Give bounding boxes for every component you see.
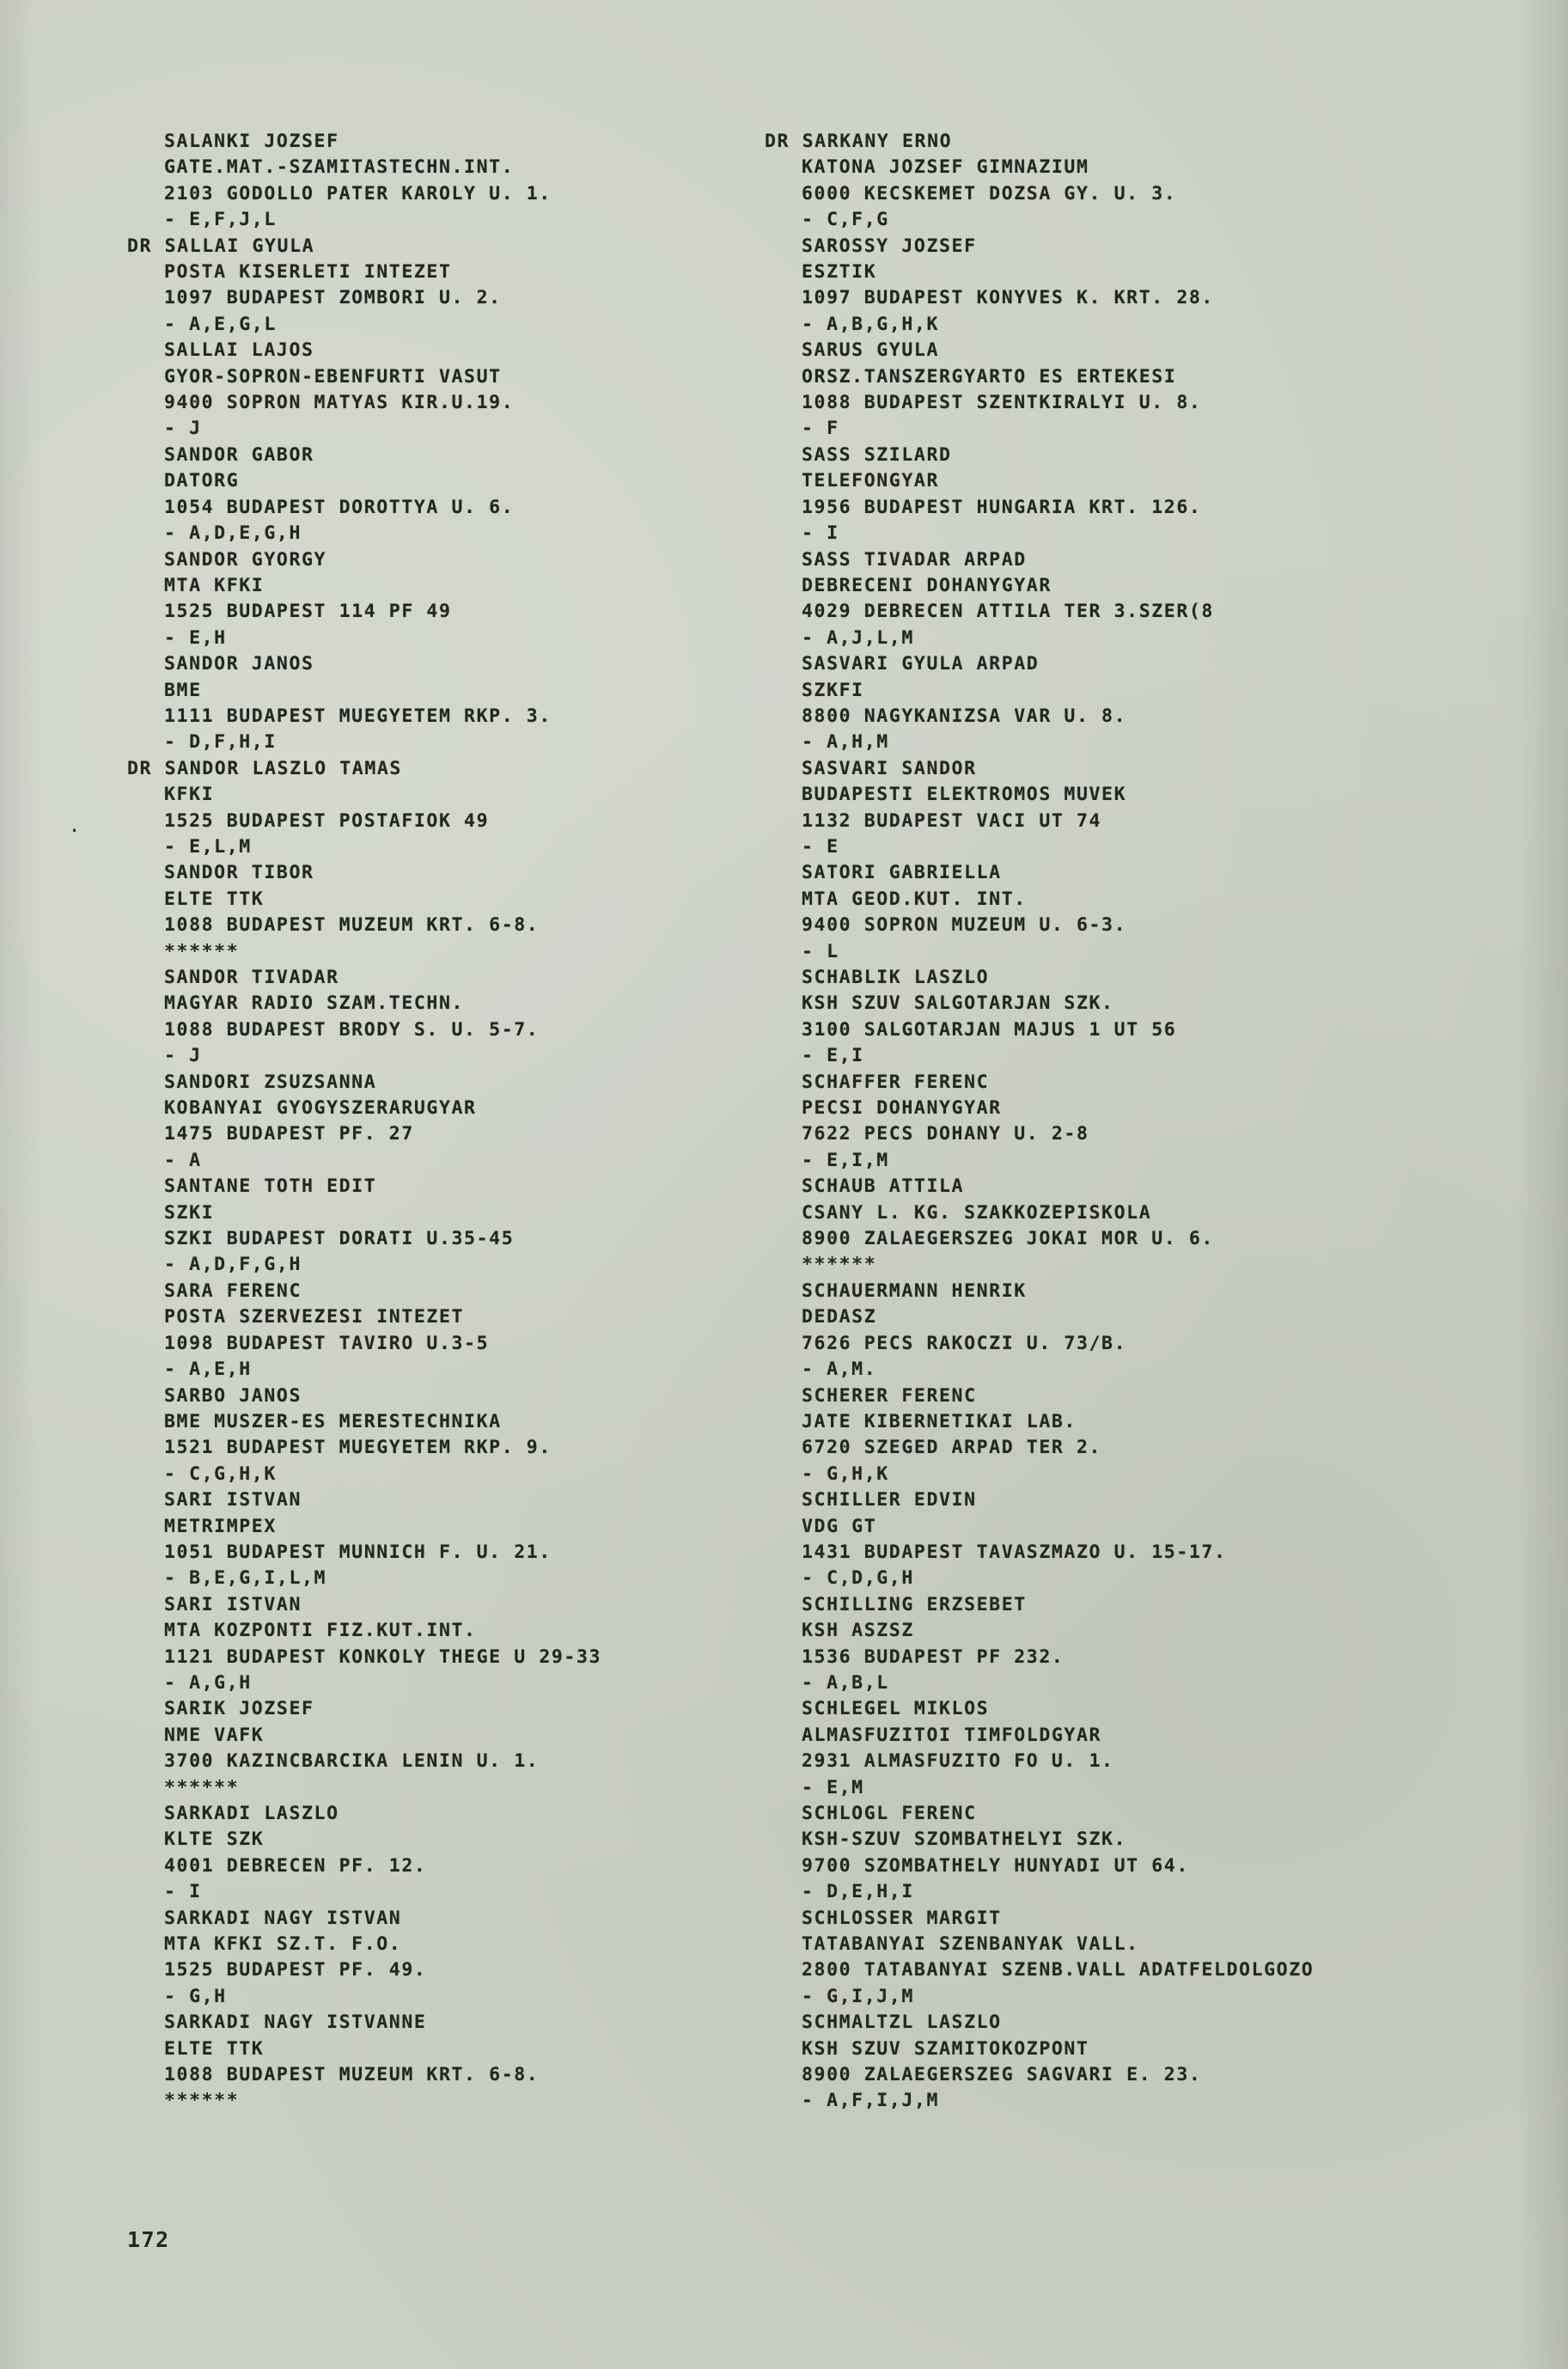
entry-organization: ORSZ.TANSZERGYARTO ES ERTEKESI (802, 365, 1177, 388)
entry-organization: TATABANYAI SZENBANYAK VALL. (802, 1933, 1139, 1956)
entry-organization: DEDASZ (802, 1306, 877, 1328)
entry-codes: - C,F,G (802, 209, 889, 231)
entry-organization: SZKFI (802, 679, 864, 701)
entry-name: SARA FERENC (164, 1279, 302, 1302)
entry-address: SZKI BUDAPEST DORATI U.35-45 (164, 1228, 515, 1250)
entry-codes: - G,I,J,M (802, 1985, 914, 2007)
entry-organization: KATONA JOZSEF GIMNAZIUM (802, 156, 1089, 179)
entry-organization: METRIMPEX (164, 1515, 277, 1537)
entry-organization: MTA KFKI SZ.T. F.O. (164, 1933, 402, 1956)
entry-name: SANDOR GYORGY (164, 548, 327, 571)
entry-codes: - A,B,L (802, 1671, 889, 1694)
directory-entry (765, 1801, 1529, 1906)
entry-address: 6720 SZEGED ARPAD TER 2. (802, 1437, 1102, 1459)
directory-entry (765, 234, 1529, 339)
entry-organization: KSH SZUV SZAMITOKOZPONT (802, 2037, 1089, 2060)
left-column (0, 129, 756, 2115)
entry-name: SCHAFFER FERENC (802, 1071, 990, 1093)
entry-codes: - A,B,G,H,K (802, 313, 939, 335)
entry-codes: - A,D,F,G,H (164, 1254, 302, 1276)
entry-name: SASS TIVADAR ARPAD (802, 548, 1027, 571)
entry-address: 2800 TATABANYAI SZENB.VALL ADATFELDOLGOZO (802, 1959, 1315, 1981)
entry-separator: ****** (164, 940, 240, 962)
entry-address: 7626 PECS RAKOCZI U. 73/B. (802, 1332, 1127, 1354)
entry-address: 1054 BUDAPEST DOROTTYA U. 6. (164, 496, 515, 518)
directory-entry (127, 1906, 756, 2011)
entry-organization: BUDAPESTI ELEKTROMOS MUVEK (802, 784, 1127, 806)
entry-name: SASVARI GYULA ARPAD (802, 653, 1040, 675)
entry-organization: ELTE TTK (164, 2037, 265, 2060)
entry-organization: KSH ASZSZ (802, 1620, 914, 1642)
entry-name: SARKADI LASZLO (164, 1803, 339, 1824)
entry-organization: MTA KOZPONTI FIZ.KUT.INT. (164, 1620, 477, 1642)
entry-name: SCHAUERMANN HENRIK (802, 1279, 1027, 1302)
directory-entry (127, 1696, 756, 1801)
directory-entry (765, 965, 1529, 1070)
entry-codes: - E,M (802, 1776, 864, 1798)
entry-organization: DEBRECENI DOHANYGYAR (802, 574, 1052, 596)
directory-entry (765, 1070, 1529, 1175)
entry-name: SARKADI NAGY ISTVAN (164, 1907, 402, 1929)
entry-name: SCHLOSSER MARGIT (802, 1907, 1002, 1929)
entry-codes: - E,I,M (802, 1149, 889, 1171)
directory-entry (765, 129, 1529, 234)
entry-name: SCHLEGEL MIKLOS (802, 1698, 990, 1720)
entry-organization: TELEFONGYAR (802, 470, 939, 492)
entry-codes: - F (802, 418, 839, 440)
entry-address: 3100 SALGOTARJAN MAJUS 1 UT 56 (802, 1018, 1177, 1041)
directory-entry (127, 1070, 756, 1175)
margin-bullet-mark: · (69, 821, 81, 842)
right-column (756, 129, 1529, 2115)
entry-address: 1536 BUDAPEST PF 232. (802, 1645, 1065, 1668)
entry-address: 1956 BUDAPEST HUNGARIA KRT. 126. (802, 496, 1202, 518)
entry-organization: KSH-SZUV SZOMBATHELYI SZK. (802, 1829, 1127, 1851)
entry-address: 4001 DEBRECEN PF. 12. (164, 1854, 427, 1877)
entry-name: SANDOR JANOS (164, 653, 314, 675)
entry-address: 1097 BUDAPEST KONYVES K. KRT. 28. (802, 287, 1214, 309)
entry-address: 1111 BUDAPEST MUEGYETEM RKP. 3. (164, 705, 552, 727)
directory-entry (127, 547, 756, 652)
entry-name: SANDORI ZSUZSANNA (164, 1071, 377, 1093)
directory-entry (127, 1174, 756, 1279)
entry-name: SCHERER FERENC (802, 1384, 977, 1407)
entry-codes: - E (802, 835, 839, 858)
entry-organization: MTA KFKI (164, 574, 265, 596)
entry-organization: BME (164, 679, 202, 701)
directory-entry (765, 1487, 1529, 1592)
entry-codes: - J (164, 1045, 202, 1067)
entry-name: DR SANDOR LASZLO TAMAS (127, 757, 402, 779)
directory-entry (127, 129, 756, 234)
entry-address: 1132 BUDAPEST VACI UT 74 (802, 809, 1102, 832)
entry-organization: ELTE TTK (164, 888, 265, 910)
entry-address: 2931 ALMASFUZITO FO U. 1. (802, 1750, 1114, 1773)
entry-name: SCHMALTZL LASZLO (802, 2012, 1002, 2034)
directory-entry (765, 2010, 1529, 2115)
entry-codes: - A,G,H (164, 1671, 252, 1694)
entry-name: SCHABLIK LASZLO (802, 967, 990, 988)
entry-name: SATORI GABRIELLA (802, 862, 1002, 884)
entry-address: 8900 ZALAEGERSZEG JOKAI MOR U. 6. (802, 1228, 1214, 1250)
entry-codes: - A,J,L,M (802, 626, 914, 649)
entry-codes: - A,M. (802, 1359, 877, 1381)
entry-codes: - E,I (802, 1045, 864, 1067)
entry-name: SCHILLER EDVIN (802, 1489, 977, 1511)
directory-entry (127, 1801, 756, 1906)
entry-codes: - L (802, 940, 839, 962)
directory-entry (127, 1279, 756, 1383)
directory-entry (127, 756, 756, 861)
entry-name: SASS SZILARD (802, 443, 952, 466)
entry-name: SCHLOGL FERENC (802, 1803, 977, 1824)
entry-address: 1097 BUDAPEST ZOMBORI U. 2. (164, 287, 502, 309)
entry-organization: JATE KIBERNETIKAI LAB. (802, 1410, 1077, 1432)
entry-name: SARI ISTVAN (164, 1489, 302, 1511)
entry-address: 6000 KECSKEMET DOZSA GY. U. 3. (802, 182, 1177, 205)
directory-entry (127, 860, 756, 965)
entry-organization: KFKI (164, 784, 215, 806)
entry-separator: ****** (802, 1254, 877, 1276)
directory-entry (127, 1383, 756, 1488)
directory-entry (765, 338, 1529, 443)
entry-address: 1521 BUDAPEST MUEGYETEM RKP. 9. (164, 1437, 552, 1459)
entry-organization: MAGYAR RADIO SZAM.TECHN. (164, 992, 465, 1015)
entry-address: 1475 BUDAPEST PF. 27 (164, 1123, 414, 1145)
entry-codes: - D,E,H,I (802, 1881, 914, 1903)
directory-entry (765, 1174, 1529, 1279)
entry-name: SANDOR GABOR (164, 443, 314, 466)
entry-codes: - D,F,H,I (164, 731, 277, 754)
directory-entry (765, 860, 1529, 965)
entry-organization: NME VAFK (164, 1724, 265, 1746)
entry-organization: SZKI (164, 1201, 215, 1224)
entry-organization: KOBANYAI GYOGYSZERARUGYAR (164, 1097, 477, 1120)
entry-name: SALANKI JOZSEF (164, 131, 339, 152)
entry-organization: BME MUSZER-ES MERESTECHNIKA (164, 1410, 502, 1432)
entry-address: 1051 BUDAPEST MUNNICH F. U. 21. (164, 1541, 552, 1563)
entry-address: 8900 ZALAEGERSZEG SAGVARI E. 23. (802, 2064, 1202, 2086)
entry-name: SARUS GYULA (802, 339, 939, 362)
entry-codes: - I (802, 522, 839, 545)
directory-entry (765, 1279, 1529, 1383)
directory-entry (765, 1906, 1529, 2011)
entry-codes: - A (164, 1149, 202, 1171)
entry-name: DR SALLAI GYULA (127, 235, 315, 257)
entry-name: SARIK JOZSEF (164, 1698, 314, 1720)
entry-organization: PECSI DOHANYGYAR (802, 1097, 1002, 1120)
directory-entry (765, 1592, 1529, 1697)
directory-entry (765, 443, 1529, 547)
entry-name: SAROSSY JOZSEF (802, 235, 977, 257)
entry-organization: ALMASFUZITOI TIMFOLDGYAR (802, 1724, 1102, 1746)
entry-address: 1431 BUDAPEST TAVASZMAZO U. 15-17. (802, 1541, 1227, 1563)
entry-organization: KLTE SZK (164, 1829, 265, 1851)
entry-codes: - A,H,M (802, 731, 889, 754)
entry-address: 1525 BUDAPEST PF. 49. (164, 1959, 427, 1981)
entry-codes: - G,H,K (802, 1462, 889, 1485)
directory-entry (127, 2010, 756, 2115)
directory-entry (765, 1696, 1529, 1801)
entry-organization: ESZTIK (802, 261, 877, 284)
entry-organization: DATORG (164, 470, 240, 492)
entry-name: SCHILLING ERZSEBET (802, 1593, 1027, 1615)
entry-codes: - A,E,H (164, 1359, 252, 1381)
entry-codes: - G,H (164, 1985, 227, 2007)
entry-organization: GATE.MAT.-SZAMITASTECHN.INT. (164, 156, 515, 179)
entry-address: 1088 BUDAPEST MUZEUM KRT. 6-8. (164, 914, 540, 937)
entry-address: 4029 DEBRECEN ATTILA TER 3.SZER(8 (802, 601, 1214, 623)
entry-codes: - C,D,G,H (802, 1567, 914, 1590)
entry-name: SARKADI NAGY ISTVANNE (164, 2012, 427, 2034)
directory-entry (127, 651, 756, 756)
directory-entry (127, 443, 756, 547)
entry-organization: GYOR-SOPRON-EBENFURTI VASUT (164, 365, 502, 388)
entry-organization: KSH SZUV SALGOTARJAN SZK. (802, 992, 1114, 1015)
entry-name: SARI ISTVAN (164, 1593, 302, 1615)
entry-name: SANDOR TIVADAR (164, 967, 339, 988)
entry-name: SASVARI SANDOR (802, 757, 977, 779)
entry-address: 3700 KAZINCBARCIKA LENIN U. 1. (164, 1750, 540, 1773)
entry-name: SCHAUB ATTILA (802, 1175, 965, 1198)
entry-address: 7622 PECS DOHANY U. 2-8 (802, 1123, 1089, 1145)
entry-organization: CSANY L. KG. SZAKKOZEPISKOLA (802, 1201, 1152, 1224)
entry-separator: ****** (164, 1776, 240, 1798)
directory-entry (127, 965, 756, 1070)
entry-name: SALLAI LAJOS (164, 339, 314, 362)
directory-entry (765, 1383, 1529, 1488)
entry-codes: - J (164, 418, 202, 440)
directory-entry (127, 1592, 756, 1697)
entry-codes: - I (164, 1881, 202, 1903)
entry-name: SANDOR TIBOR (164, 862, 314, 884)
entry-address: 9400 SOPRON MATYAS KIR.U.19. (164, 392, 515, 414)
entry-address: 1525 BUDAPEST 114 PF 49 (164, 601, 452, 623)
entry-codes: - E,L,M (164, 835, 252, 858)
directory-entry (127, 1487, 756, 1592)
entry-address: 9700 SZOMBATHELY HUNYADI UT 64. (802, 1854, 1189, 1877)
entry-separator: ****** (164, 2090, 240, 2112)
entry-address: 1088 BUDAPEST SZENTKIRALYI U. 8. (802, 392, 1202, 414)
entry-name: DR SARKANY ERNO (765, 131, 953, 152)
entry-codes: - E,F,J,L (164, 209, 277, 231)
directory-entry (765, 651, 1529, 756)
entry-organization: POSTA SZERVEZESI INTEZET (164, 1306, 465, 1328)
entry-name: SARBO JANOS (164, 1384, 302, 1407)
entry-codes: - B,E,G,I,L,M (164, 1567, 327, 1590)
entry-address: 1088 BUDAPEST MUZEUM KRT. 6-8. (164, 2064, 540, 2086)
entry-address: 8800 NAGYKANIZSA VAR U. 8. (802, 705, 1127, 727)
entry-codes: - A,E,G,L (164, 313, 277, 335)
entry-address: 1088 BUDAPEST BRODY S. U. 5-7. (164, 1018, 540, 1041)
entry-address: 2103 GODOLLO PATER KAROLY U. 1. (164, 182, 552, 205)
entry-address: 9400 SOPRON MUZEUM U. 6-3. (802, 914, 1127, 937)
entry-address: 1098 BUDAPEST TAVIRO U.3-5 (164, 1332, 490, 1354)
entry-organization: MTA GEOD.KUT. INT. (802, 888, 1027, 910)
entry-organization: POSTA KISERLETI INTEZET (164, 261, 452, 284)
entry-address: 1121 BUDAPEST KONKOLY THEGE U 29-33 (164, 1645, 602, 1668)
directory-entry (127, 234, 756, 339)
directory-entry (765, 756, 1529, 861)
page-number: 172 (127, 2227, 170, 2252)
entry-codes: - E,H (164, 626, 227, 649)
entry-name: SANTANE TOTH EDIT (164, 1175, 377, 1198)
directory-columns (0, 129, 1568, 2115)
directory-entry (127, 338, 756, 443)
entry-organization: VDG GT (802, 1515, 877, 1537)
directory-entry (765, 547, 1529, 652)
entry-codes: - A,D,E,G,H (164, 522, 302, 545)
entry-address: 1525 BUDAPEST POSTAFIOK 49 (164, 809, 490, 832)
entry-codes: - C,G,H,K (164, 1462, 277, 1485)
entry-codes: - A,F,I,J,M (802, 2090, 939, 2112)
